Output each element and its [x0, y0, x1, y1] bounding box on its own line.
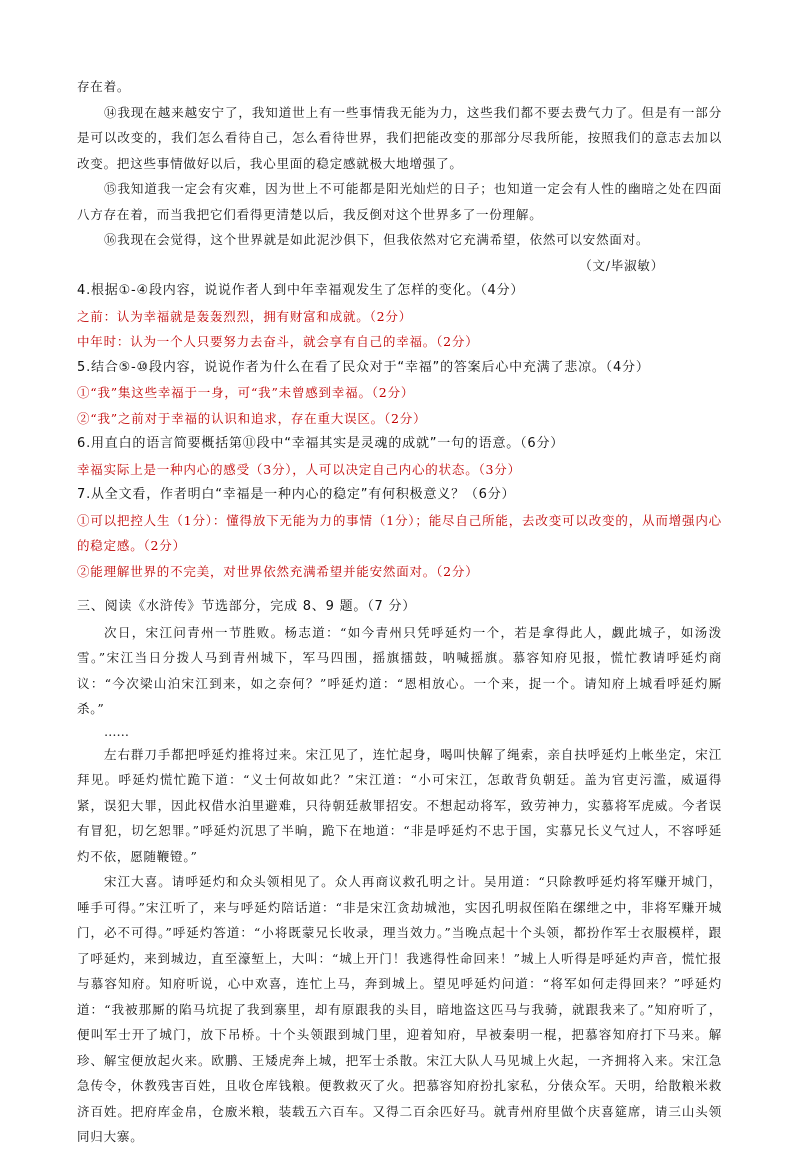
question-5: 5.结合⑤-⑩段内容，说说作者为什么在看了民众对于“幸福”的答案后心中充满了悲凉。（4分） [77, 359, 650, 375]
section-3-paragraph-2: 左右群刀手都把呼延灼推将过来。宋江见了，连忙起身，喝叫快解了绳索，亲自扶呼延灼上帐坐定，宋江拜见。呼延灼慌忙跪下道：“义士何故如此？”宋江道：“小可宋江，怎敢背负朝廷。盖为官吏污滥，威逼得紧，误犯大罪，因此权借水泊里避难，只待朝廷赦罪招安。不想起动将军，致劳神力，实慕将军虎威。今者误有冒犯，切乞恕罪。”呼延灼沉思了半晌，跪下在地道：“非是呼延灼不忠于国，实慕兄长义气过人，不容呼延灼不依，愿随鞭镫。” [77, 746, 722, 864]
passage-paragraph-16: ⑯我现在会觉得，这个世界就是如此泥沙俱下，但我依然对它充满希望，依然可以安然面对。 [104, 232, 650, 247]
answer-4-2: 中年时：认为一个人只要努力去奋斗，就会享有自己的幸福。（2分） [77, 334, 479, 349]
passage-paragraph-14: ⑭我现在越来越安宁了，我知道世上有一些事情我无能为力，这些我们都不要去费气力了。但是有一部分是可以改变的，我们怎么看待自己，怎么看待世界，我们把能改变的那部分尽我所能，按照我们的意志去加以改变。把这些事情做好以后，我心里面的稳定感就极大地增强了。 [77, 104, 722, 171]
answer-5-1: ①“我”集这些幸福于一身，可“我”未曾感到幸福。（2分） [77, 385, 415, 400]
answer-7-2: ②能理解世界的不完美，对世界依然充满希望并能安然面对。（2分） [77, 563, 479, 579]
question-7: 7.从全文看，作者明白“幸福是一种内心的稳定”有何积极意义？（6分） [77, 487, 516, 502]
answer-4-1: 之前：认为幸福就是轰轰烈烈，拥有财富和成就。（2分） [77, 308, 413, 324]
passage-paragraph-15: ⑮我知道我一定会有灾难，因为世上不可能都是阳光灿烂的日子；也知道一定会有人性的幽暗之处在四面八方存在着，而当我把它们看得更清楚以后，我反倒对这个世界多了一份理解。 [77, 181, 722, 222]
section-3-paragraph-1: 次日，宋江问青州一节胜败。杨志道：“如今青州只凭呼延灼一个，若是拿得此人，觑此城子，如汤泼雪。”宋江当日分拨人马到青州城下，军马四围，摇旗擂鼓，呐喊摇旗。慕容知府见报，慌忙教请呼延灼商议：“今次梁山泊宋江到来，如之奈何？”呼延灼道：“恩相放心。一个来，捉一个。请知府上城看呼延灼厮杀。” [77, 624, 722, 716]
passage-line: 存在着。 [77, 79, 131, 94]
answer-5-2: ②“我”之前对于幸福的认识和追求，存在重大误区。（2分） [77, 410, 427, 426]
answer-6-1: 幸福实际上是一种内心的感受（3分），人可以决定自己内心的状态。（3分） [77, 461, 521, 477]
question-4: 4.根据①-④段内容，说说作者人到中年幸福观发生了怎样的变化。（4分） [77, 283, 525, 298]
exam-page [77, 74, 722, 1150]
question-6: 6.用直白的语言简要概括第⑪段中“幸福其实是灵魂的成就”一句的语意。（6分） [77, 436, 565, 451]
answer-7-1: ①可以把控人生（1分）：懂得放下无能为力的事情（1分）；能尽自己所能，去改变可以改变的，从而增强内心的稳定感。（2分） [77, 512, 722, 553]
author-attribution: （文/毕淑敏） [579, 257, 664, 273]
ellipsis-line: …… [104, 723, 129, 739]
section-3-paragraph-3: 宋江大喜。请呼延灼和众头领相见了。众人再商议救孔明之计。吴用道：“只除教呼延灼将军赚开城门，唾手可得。”宋江听了，来与呼延灼陪话道：“非是宋江贪劫城池，实因孔明叔侄陷在缧绁之中，非将军赚开城门，必不可得。”呼延灼答道：“小将既蒙兄长收录，理当效力。”当晚点起十个头领，都扮作军士衣服模样，跟了呼延灼，来到城边，直至濠堑上，大叫：“城上开门！我逃得性命回来！”城上人听得是呼延灼声音，慌忙报与慕容知府。知府听说，心中欢喜，连忙上马，奔到城上。望见呼延灼问道：“将军如何走得回来？”呼延灼道：“我被那厮的陷马坑捉了我到寨里，却有原跟我的头目，暗地盗这匹马与我骑，就跟我来了。”知府听了，便叫军士开了城门，放下吊桥。十个头领跟到城门里，迎着知府，早被秦明一棍，把慕容知府打下马来。解珍、解宝便放起火来。欧鹏、王矮虎奔上城，把军士杀散。宋江大队人马见城上火起，一齐拥将入来。宋江急急传令，休教残害百姓，且收仓库钱粮。便教救灭了火。把慕容知府扮扎家私，分俵众军。天明，给散粮米救济百姓。把府库金帛，仓廒米粮，装载五六百车。又得二百余匹好马。就青州府里做个庆喜筵席，请三山头领同归大寨。 [77, 874, 722, 1144]
section-3-heading: 三、阅读《水浒传》节选部分，完成 8、9 题。（7 分） [77, 599, 417, 614]
